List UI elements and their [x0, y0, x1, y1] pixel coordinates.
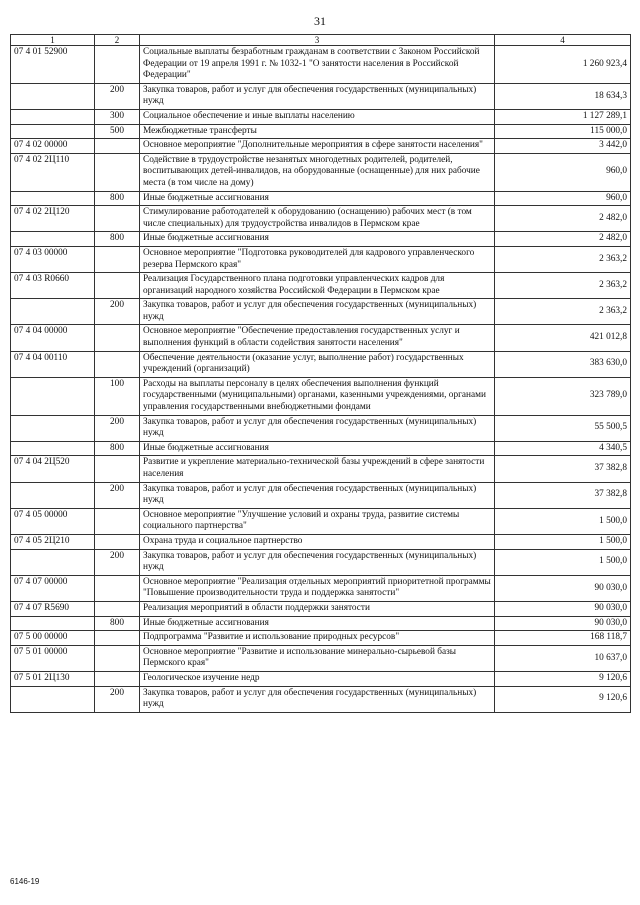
- row-amount: 9 120,6: [495, 686, 631, 712]
- row-name: Основное мероприятие "Обеспечение предоставления государственных услуг и выполнения функций в области содействия занятости населения": [140, 325, 495, 351]
- row-amount: 383 630,0: [495, 351, 631, 377]
- row-code: [11, 232, 95, 247]
- row-amount: 90 030,0: [495, 616, 631, 631]
- row-code: 07 5 00 00000: [11, 631, 95, 646]
- row-expense-type: 200: [95, 686, 140, 712]
- row-amount: 960,0: [495, 191, 631, 206]
- row-code: 07 4 03 00000: [11, 246, 95, 272]
- table-row: [11, 456, 631, 482]
- row-expense-type: [95, 273, 140, 299]
- row-code: [11, 441, 95, 456]
- row-name: Основное мероприятие "Подготовка руководителей для кадрового управленческого резерва Пермского края": [140, 246, 495, 272]
- row-expense-type: [95, 325, 140, 351]
- row-name: Закупка товаров, работ и услуг для обеспечения государственных (муниципальных) нужд: [140, 482, 495, 508]
- document-code: 6146-19: [10, 877, 40, 886]
- table-row: [11, 549, 631, 575]
- row-expense-type: [95, 601, 140, 616]
- row-expense-type: [95, 206, 140, 232]
- table-row: [11, 109, 631, 124]
- table-row: [11, 299, 631, 325]
- row-name: Реализация Государственного плана подготовки управленческих кадров для организаций народного хозяйства Российской Федерации в Пермском крае: [140, 273, 495, 299]
- table-row: [11, 534, 631, 549]
- row-amount: 2 482,0: [495, 206, 631, 232]
- row-name: Закупка товаров, работ и услуг для обеспечения государственных (муниципальных) нужд: [140, 415, 495, 441]
- table-row: [11, 83, 631, 109]
- table-row: [11, 191, 631, 206]
- row-amount: 37 382,8: [495, 482, 631, 508]
- column-header-1: 1: [11, 35, 95, 46]
- table-row: [11, 206, 631, 232]
- row-amount: 10 637,0: [495, 645, 631, 671]
- row-name: Закупка товаров, работ и услуг для обеспечения государственных (муниципальных) нужд: [140, 549, 495, 575]
- table-row: [11, 273, 631, 299]
- row-code: 07 4 05 2Ц210: [11, 534, 95, 549]
- row-expense-type: [95, 645, 140, 671]
- table-row: [11, 508, 631, 534]
- row-amount: 3 442,0: [495, 139, 631, 154]
- table-row: [11, 415, 631, 441]
- row-code: [11, 124, 95, 139]
- table-row: [11, 631, 631, 646]
- row-name: Охрана труда и социальное партнерство: [140, 534, 495, 549]
- row-code: 07 4 07 R5690: [11, 601, 95, 616]
- table-row: [11, 671, 631, 686]
- row-amount: 168 118,7: [495, 631, 631, 646]
- table-row: [11, 124, 631, 139]
- table-row: [11, 139, 631, 154]
- column-header-4: 4: [495, 35, 631, 46]
- row-amount: 37 382,8: [495, 456, 631, 482]
- row-expense-type: [95, 351, 140, 377]
- row-code: [11, 549, 95, 575]
- row-name: Закупка товаров, работ и услуг для обеспечения государственных (муниципальных) нужд: [140, 83, 495, 109]
- row-name: Подпрограмма "Развитие и использование природных ресурсов": [140, 631, 495, 646]
- table-row: [11, 325, 631, 351]
- row-name: Геологическое изучение недр: [140, 671, 495, 686]
- row-name: Обеспечение деятельности (оказание услуг, выполнение работ) государственных учреждений (организаций): [140, 351, 495, 377]
- row-code: 07 4 02 2Ц120: [11, 206, 95, 232]
- row-name: Расходы на выплаты персоналу в целях обеспечения выполнения функций государственными (муниципальными) органами, казенными учреждениями, органами управления государственными внебюджетными фондами: [140, 377, 495, 415]
- table-row: [11, 482, 631, 508]
- row-code: 07 4 04 2Ц520: [11, 456, 95, 482]
- row-amount: 960,0: [495, 153, 631, 191]
- row-code: [11, 616, 95, 631]
- row-expense-type: 800: [95, 616, 140, 631]
- row-name: Закупка товаров, работ и услуг для обеспечения государственных (муниципальных) нужд: [140, 299, 495, 325]
- row-expense-type: [95, 508, 140, 534]
- row-name: Основное мероприятие "Улучшение условий и охраны труда, развитие системы социального партнерства": [140, 508, 495, 534]
- row-name: Иные бюджетные ассигнования: [140, 232, 495, 247]
- budget-table-body: [11, 35, 631, 713]
- row-expense-type: [95, 153, 140, 191]
- row-expense-type: 200: [95, 549, 140, 575]
- row-code: [11, 191, 95, 206]
- row-code: 07 4 05 00000: [11, 508, 95, 534]
- row-code: 07 5 01 2Ц130: [11, 671, 95, 686]
- row-name: Закупка товаров, работ и услуг для обеспечения государственных (муниципальных) нужд: [140, 686, 495, 712]
- row-amount: 2 363,2: [495, 299, 631, 325]
- row-name: Содействие в трудоустройстве незанятых многодетных родителей, родителей, воспитывающих детей-инвалидов, на оборудованные (оснащенные) для них рабочие места (в том числе на дому): [140, 153, 495, 191]
- row-code: [11, 686, 95, 712]
- table-row: [11, 575, 631, 601]
- column-header-3: 3: [140, 35, 495, 46]
- table-row: [11, 351, 631, 377]
- row-name: Социальные выплаты безработным гражданам в соответствии с Законом Российской Федерации от 19 апреля 1991 г. № 1032-1 "О занятости населения в Российской Федерации": [140, 46, 495, 84]
- row-expense-type: 500: [95, 124, 140, 139]
- row-code: 07 5 01 00000: [11, 645, 95, 671]
- row-name: Основное мероприятие "Развитие и использование минерально-сырьевой базы Пермского края": [140, 645, 495, 671]
- row-amount: 1 260 923,4: [495, 46, 631, 84]
- row-amount: 1 500,0: [495, 534, 631, 549]
- row-amount: 421 012,8: [495, 325, 631, 351]
- row-code: 07 4 01 52900: [11, 46, 95, 84]
- row-name: Развитие и укрепление материально-технической базы учреждений в сфере занятости населения: [140, 456, 495, 482]
- table-row: [11, 616, 631, 631]
- row-amount: 115 000,0: [495, 124, 631, 139]
- row-amount: 4 340,5: [495, 441, 631, 456]
- row-amount: 2 363,2: [495, 273, 631, 299]
- row-name: Иные бюджетные ассигнования: [140, 441, 495, 456]
- row-expense-type: 800: [95, 191, 140, 206]
- row-expense-type: 300: [95, 109, 140, 124]
- row-amount: 2 363,2: [495, 246, 631, 272]
- table-row: [11, 46, 631, 84]
- row-name: Социальное обеспечение и иные выплаты населению: [140, 109, 495, 124]
- table-row: [11, 232, 631, 247]
- row-code: [11, 299, 95, 325]
- row-expense-type: [95, 534, 140, 549]
- row-amount: 323 789,0: [495, 377, 631, 415]
- budget-table: [10, 34, 631, 713]
- table-row: [11, 601, 631, 616]
- column-header-row: [11, 35, 631, 46]
- row-amount: 18 634,3: [495, 83, 631, 109]
- table-row: [11, 246, 631, 272]
- table-row: [11, 377, 631, 415]
- row-expense-type: 200: [95, 415, 140, 441]
- row-code: [11, 482, 95, 508]
- row-name: Основное мероприятие "Реализация отдельных мероприятий приоритетной программы "Повышение производительности труда и поддержка занятости": [140, 575, 495, 601]
- row-expense-type: [95, 671, 140, 686]
- row-amount: 55 500,5: [495, 415, 631, 441]
- row-code: 07 4 02 00000: [11, 139, 95, 154]
- row-expense-type: [95, 139, 140, 154]
- row-code: 07 4 04 00110: [11, 351, 95, 377]
- row-code: 07 4 02 2Ц110: [11, 153, 95, 191]
- row-name: Реализация мероприятий в области поддержки занятости: [140, 601, 495, 616]
- row-amount: 1 127 289,1: [495, 109, 631, 124]
- row-code: 07 4 04 00000: [11, 325, 95, 351]
- row-amount: 90 030,0: [495, 575, 631, 601]
- row-amount: 90 030,0: [495, 601, 631, 616]
- row-code: [11, 377, 95, 415]
- page-number: 31: [314, 14, 326, 28]
- table-row: [11, 686, 631, 712]
- table-row: [11, 153, 631, 191]
- row-code: 07 4 07 00000: [11, 575, 95, 601]
- row-expense-type: 200: [95, 482, 140, 508]
- row-amount: 1 500,0: [495, 549, 631, 575]
- row-name: Иные бюджетные ассигнования: [140, 191, 495, 206]
- row-code: [11, 415, 95, 441]
- row-expense-type: [95, 46, 140, 84]
- row-expense-type: [95, 246, 140, 272]
- row-amount: 2 482,0: [495, 232, 631, 247]
- row-expense-type: [95, 575, 140, 601]
- row-code: [11, 109, 95, 124]
- table-row: [11, 441, 631, 456]
- table-row: [11, 645, 631, 671]
- column-header-2: 2: [95, 35, 140, 46]
- row-expense-type: 800: [95, 441, 140, 456]
- row-name: Стимулирование работодателей к оборудованию (оснащению) рабочих мест (в том числе специальных) для трудоустройства инвалидов в Пермском крае: [140, 206, 495, 232]
- row-expense-type: 100: [95, 377, 140, 415]
- row-expense-type: 800: [95, 232, 140, 247]
- row-name: Основное мероприятие "Дополнительные мероприятия в сфере занятости населения": [140, 139, 495, 154]
- row-name: Межбюджетные трансферты: [140, 124, 495, 139]
- row-code: 07 4 03 R0660: [11, 273, 95, 299]
- row-code: [11, 83, 95, 109]
- row-expense-type: 200: [95, 83, 140, 109]
- row-amount: 1 500,0: [495, 508, 631, 534]
- row-expense-type: [95, 631, 140, 646]
- row-expense-type: [95, 456, 140, 482]
- row-expense-type: 200: [95, 299, 140, 325]
- row-name: Иные бюджетные ассигнования: [140, 616, 495, 631]
- row-amount: 9 120,6: [495, 671, 631, 686]
